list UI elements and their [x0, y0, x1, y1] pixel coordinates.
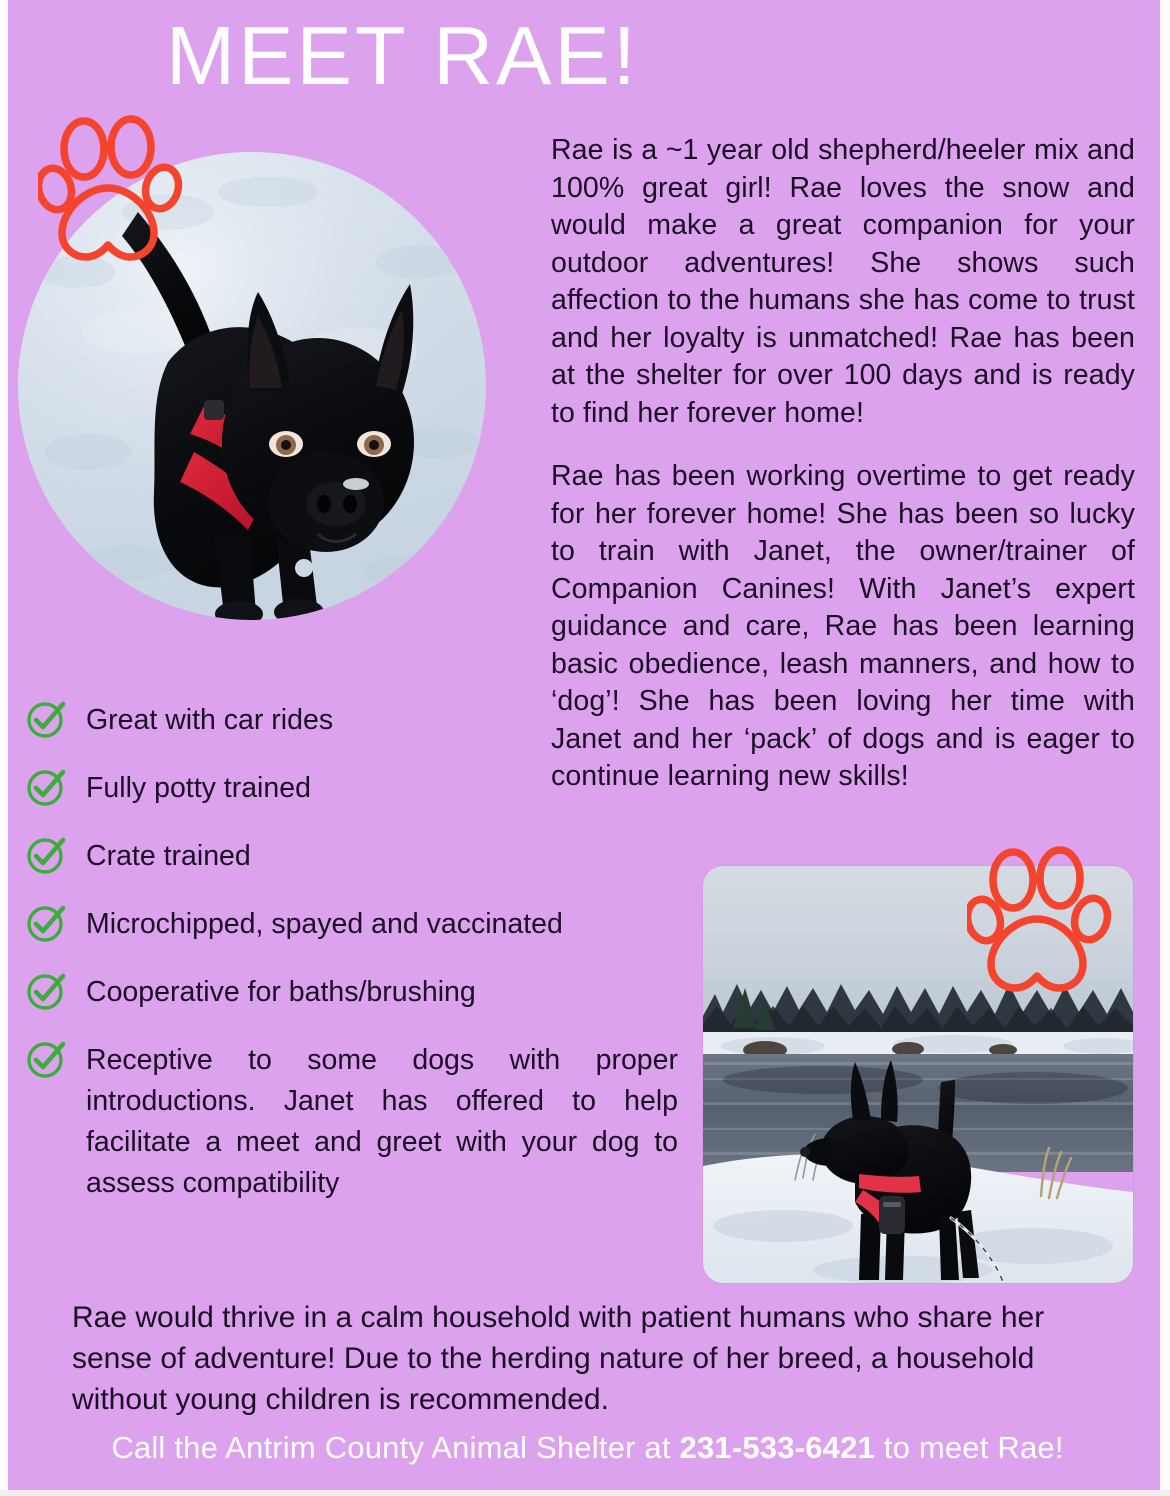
page-edge-bottom — [0, 1490, 1170, 1496]
list-item — [24, 904, 714, 945]
check-circle-icon — [24, 832, 68, 876]
check-circle-icon — [24, 1036, 68, 1080]
list-item — [24, 768, 714, 809]
page-edge-left — [0, 0, 8, 1496]
list-item-label: Great with car rides — [86, 704, 334, 736]
list-item — [24, 972, 714, 1013]
list-item — [24, 836, 714, 877]
closing-paragraph: Rae would thrive in a calm household with patient humans who share her sense of adventure! Due to the herding nature of her breed, a household without young children is recommended. — [72, 1301, 1045, 1416]
traits-checklist — [24, 700, 714, 1231]
page-title: MEET RAE! — [166, 9, 639, 102]
paragraph-intro: Rae is a ~1 year old shepherd/heeler mix and 100% great girl! Rae loves the snow and would make a great companion for your outdoor adventures! She shows such affection to the humans she has come to trust and her loyalty is unmatched! Rae has been at the shelter for over 100 days and is ready to find her forever home! — [551, 134, 1135, 429]
description-column — [551, 132, 1135, 796]
list-item-label: Fully potty trained — [86, 772, 311, 804]
check-circle-icon — [24, 968, 68, 1012]
page-edge-right — [1160, 0, 1170, 1496]
list-item — [24, 1040, 714, 1204]
check-circle-icon — [24, 696, 68, 740]
list-item-label: Crate trained — [86, 840, 251, 872]
paragraph-training: Rae has been working overtime to get ready for her forever home! She has been so lucky to train with Janet, the owner/trainer of Companion Canines! With Janet’s expert guidance and care, Rae has been learning basic obedience, leash manners, and how to ‘dog’! She has been loving her time with Janet and her ‘pack’ of dogs and is eager to continue learning new skills! — [551, 460, 1135, 792]
list-item-label: Microchipped, spayed and vaccinated — [86, 908, 563, 940]
check-circle-icon — [24, 764, 68, 808]
list-item-label: Cooperative for baths/brushing — [86, 976, 476, 1008]
cta-suffix: to meet Rae! — [874, 1430, 1064, 1465]
check-circle-icon — [24, 900, 68, 944]
call-to-action — [30, 1428, 1145, 1468]
paw-print-icon — [38, 112, 186, 262]
list-item-label: Receptive to some dogs with proper introductions. Janet has offered to help facilitate a meet and greet with your dog to assess compatibility — [86, 1044, 678, 1199]
cta-prefix: Call the Antrim County Animal Shelter at — [111, 1430, 680, 1465]
shelter-phone-number[interactable]: 231-533-6421 — [679, 1430, 875, 1465]
paw-print-icon — [967, 843, 1115, 993]
list-item — [24, 700, 714, 741]
